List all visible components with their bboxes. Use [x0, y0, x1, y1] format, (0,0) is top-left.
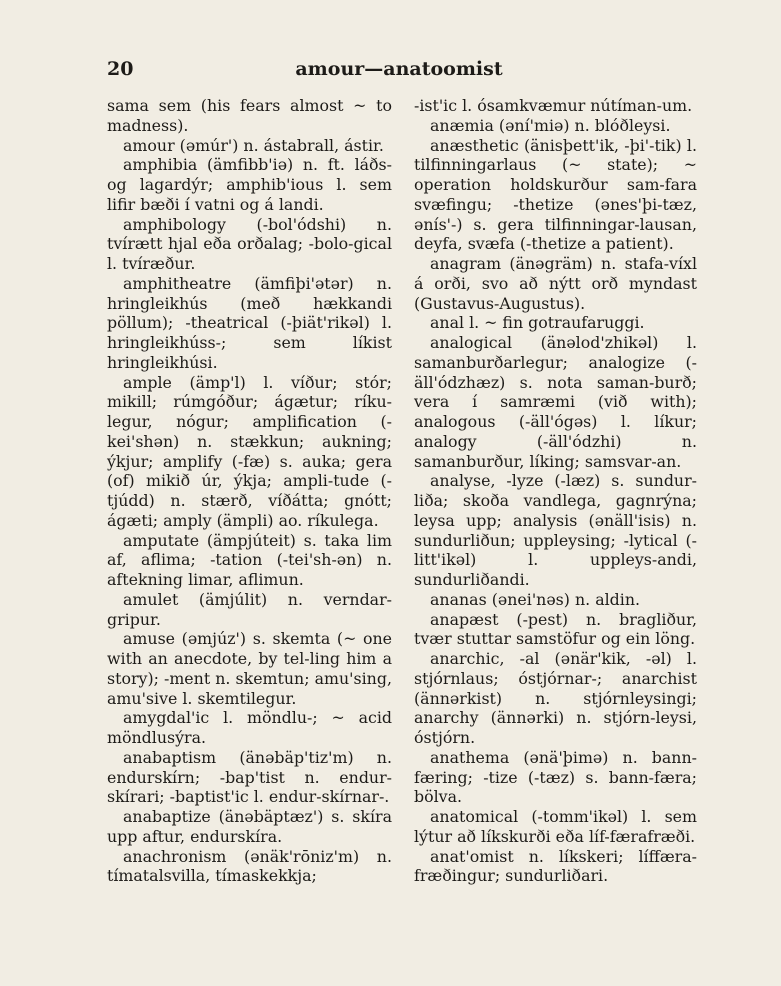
dictionary-entry: amour (əmúr') n. ástabrall, ástir. [123, 135, 384, 155]
dictionary-entry: anagram (änəgräm) n. stafa-víxl á orði, svo að nýtt orð myndast (Gustavus-Augustus). [414, 254, 697, 313]
dictionary-entry: anatomical (-tomm'ikəl) l. sem lýtur að líkskurði eða líf-færafræði. [414, 807, 697, 846]
running-head: amour—anatoomist [295, 58, 503, 80]
page-number: 20 [107, 58, 134, 80]
dictionary-entry: amphibology (-bol'ódshi) n. tvírætt hjal eða orðalag; -bolo-gical l. tvíræður. [107, 214, 392, 273]
dictionary-entry: anathema (ənä'þimə) n. bann-færing; -tize (-tæz) s. bann-færa; bölva. [414, 747, 697, 807]
dictionary-entry: anabaptism (änəbäp'tiz'm) n. endurskírn; -bap'tist n. endur-skírari; -baptist'ic l. endur-skírnar-. [107, 747, 392, 807]
dictionary-entry: sama sem (his fears almost ~ to madness). [107, 96, 392, 135]
dictionary-entry: amulet (ämjúlit) n. verndar-gripur. [107, 589, 392, 629]
dictionary-entry: anat'omist n. líkskeri; líffæra-fræðingur; sundurliðari. [414, 846, 697, 886]
dictionary-entry: anal l. ~ fin gotraufaruggi. [430, 313, 645, 333]
dictionary-entry: ample (ämp'l) l. víður; stór; mikill; rúmgóður; ágætur; ríku-legur, nógur; amplification (-kei'shən) n. stækkun; aukning; ýkjur; amplify (-fæ) s. auka; gera (of) mikið úr, ýkja; ampli-tude (-tjúdd) n. stærð, víðátta; gnótt; ágæti; amply (ämpli) ao. ríkulega. [107, 372, 392, 530]
dictionary-entry: anachronism (ənäk'rōniz'm) n. tímatalsvilla, tímaskekkja; [107, 846, 392, 886]
dictionary-entry: amuse (əmjúz') s. skemta (~ one with an anecdote, by tel-ling him a story); -ment n. skemtun; amu'sing, amu'sive l. skemtilegur. [107, 629, 392, 708]
dictionary-entry: analogical (änəlod'zhikəl) l. samanburðarlegur; analogize (-äll'ódzhæz) s. nota saman-burð; vera í samræmi (við with); analogous (-äll'ógəs) l. líkur; analogy (-äll'ódzhi) n. samanburður, líking; samsvar-an. [414, 333, 697, 471]
dictionary-entry: anarchic, -al (ənär'kik, -əl) l. stjórnlaus; óstjórnar-; anarchist (ännərkist) n. stjórnleysingi; anarchy (ännərki) n. stjórn-leysi, óstjórn. [414, 649, 697, 747]
left-column [107, 96, 392, 886]
right-column [414, 96, 697, 886]
dictionary-entry: amygdal'ic l. möndlu-; ~ acid möndlusýra. [107, 708, 392, 747]
dictionary-entry: anæmia (əní'miə) n. blóðleysi. [430, 115, 671, 135]
dictionary-entry: amphibia (ämfibb'iə) n. ft. láðs- og lagardýr; amphib'ious l. sem lifir bæði í vatni og á landi. [107, 155, 392, 214]
dictionary-entry: anæsthetic (änisþett'ik, -þi'-tik) l. tilfinningarlaus (~ state); ~ operation holdskurður sam-fara svæfingu; -thetize (ənes'þi-tæz, ənís'-) s. gera tilfinningar-lausan, deyfa, svæfa (-thetize a patient). [414, 135, 697, 254]
dictionary-entry: amputate (ämpjúteit) s. taka lim af, aflima; -tation (-tei'sh-ən) n. aftekning limar, aflimun. [107, 530, 392, 589]
dictionary-entry: ananas (ənei'nəs) n. aldin. [430, 589, 641, 609]
dictionary-entry: -ist'ic l. ósamkvæmur nútíman-um. [414, 96, 693, 115]
dictionary-entry: anapæst (-pest) n. bragliður, tvær stuttar samstöfur og ein löng. [414, 609, 697, 649]
dictionary-entry: amphitheatre (ämfiþi'ətər) n. hringleikhús (með hækkandi pöllum); -theatrical (-þiät'rikəl) l. hringleikhúss-; sem líkist hringleikhúsi. [107, 273, 392, 372]
dictionary-entry: anabaptize (änəbäptæz') s. skíra upp aftur, endurskíra. [107, 807, 392, 846]
page-header [107, 58, 691, 86]
dictionary-entry: analyse, -lyze (-læz) s. sundur-liða; skoða vandlega, gagnrýna; leysa upp; analysis (ənäll'isis) n. sundurliðun; uppleysing; -lytical (-litt'ikəl) l. uppleys-andi, sundurliðandi. [414, 471, 697, 589]
